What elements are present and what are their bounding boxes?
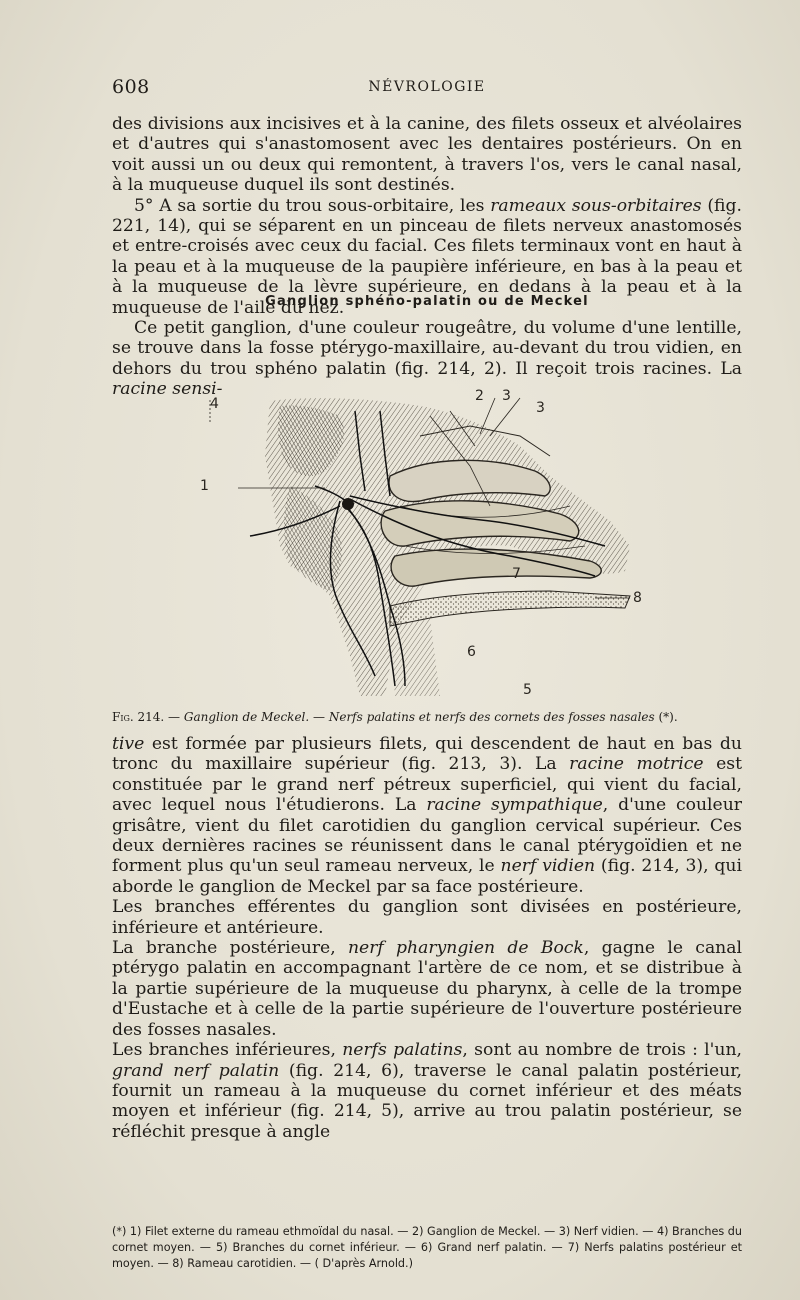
section-title: Ganglion sphéno-palatin ou de Meckel: [265, 294, 589, 309]
text-run: (fig. 221, 14), qui se séparent en un pinceau de filets nerveux anastomosés et entre-croisés avec ceux du facial. Ces filets terminaux vont en haut à la peau et à la muqueuse de la paupière inférieure, en bas à la peau et à la muqueuse de la lèvre supérieure, en dedans à la peau et à la muqueuse de l'aile du nez.: [112, 195, 742, 318]
text-run: (fig. 214, 3), qui aborde le ganglion de Meckel par sa face postérieure.: [112, 856, 742, 897]
caption-note-mark: (*).: [654, 710, 678, 724]
italic-term: racine sensi-: [112, 379, 223, 400]
italic-term: tive: [112, 734, 145, 754]
figure-label-7: 7: [512, 566, 521, 582]
paragraph: [112, 318, 742, 400]
italic-term: grand nerf palatin: [112, 1060, 280, 1081]
caption-title: Ganglion de Meckel.: [183, 710, 310, 724]
italic-term: nerf vidien: [500, 856, 596, 877]
text-block-top: [112, 114, 742, 318]
figure-label-8: 8: [633, 590, 642, 606]
italic-term: racine sympathique: [426, 795, 603, 816]
figure-label-4: 4: [210, 396, 219, 412]
illustration-drawing: [190, 396, 660, 698]
text-run: 5° A sa sortie du trou sous-orbitaire, les: [134, 195, 491, 216]
italic-term: nerf pharyngien de Bock: [347, 938, 584, 959]
figure-label-6: 6: [467, 644, 476, 660]
paragraph: des divisions aux incisives et à la canine, des filets osseux et alvéolaires et d'autres qui s'anastomosent avec les dentaires postérieurs. On en voit aussi un ou deux qui remontent, à travers l'os, vers le canal nasal, à la muqueuse duquel ils sont destinés.: [112, 114, 742, 196]
text-run: , sont au nombre de trois : l'un,: [462, 1040, 742, 1061]
caption-dash: —: [164, 710, 184, 724]
paragraph: Les branches efférentes du ganglion sont divisées en postérieure, inférieure et antérieure.: [112, 897, 742, 938]
figure-label-3: 3: [502, 388, 511, 404]
figure-label-1: 1: [200, 478, 209, 494]
text-run: est formée par plusieurs filets, qui descendent de haut en bas du tronc du maxillaire supérieur (fig. 213, 3). La: [112, 734, 742, 775]
paragraph: [112, 1040, 742, 1142]
caption-description: Nerfs palatins et nerfs des cornets des fosses nasales: [328, 710, 655, 724]
text-block-middle: [112, 318, 742, 400]
text-run: , gagne le canal ptérygo palatin en accompagnant l'artère de ce nom, et se distribue à la partie supérieure de la muqueuse du pharynx, à celle de la trompe d'Eustache et à celle de la partie supérieure de l'ouverture postérieure des fosses nasales.: [112, 938, 742, 1040]
italic-term: racine motrice: [569, 754, 704, 775]
figure-label-2: 2: [475, 388, 484, 404]
figure-label-5: 5: [523, 682, 532, 698]
figure-reference: Fig. 214.: [112, 710, 165, 724]
italic-term: nerfs palatins: [342, 1040, 463, 1061]
figure-label-b: 3: [536, 400, 545, 416]
text-run: , d'une couleur grisâtre, vient du filet carotidien du ganglion cervical supérieur. Ces deux dernières racines se réunissent dans le canal ptérygoïdien et ne forment plus qu'un seul rameau nerveux, le: [112, 795, 742, 877]
text-run: Les branches inférieures,: [112, 1040, 343, 1061]
text-run: (fig. 214, 6), traverse le canal palatin postérieur, fournit un rameau à la muqueuse du cornet inférieur et des méats moyen et inférieur (fig. 214, 5), arrive au trou palatin postérieur, se réfléchit presque à angle: [112, 1060, 742, 1142]
italic-term: rameaux sous-orbitaires: [490, 195, 702, 216]
page-header: [112, 76, 742, 100]
text-run: Ce petit ganglion, d'une couleur rougeâtre, du volume d'une lentille, se trouve dans la fosse ptérygo-maxillaire, au-devant du trou vidien, en dehors du trou sphéno palatin (fig. 214, 2). Il reçoit trois racines. La: [112, 318, 742, 379]
text-run: La branche postérieure,: [112, 938, 348, 959]
text-run: est constituée par le grand nerf pétreux superficiel, qui vient du facial, avec lequel nous l'étudierons. La: [112, 754, 742, 816]
anatomical-illustration: [190, 388, 660, 698]
figure-caption: [112, 710, 752, 724]
paragraph: [112, 734, 742, 897]
running-head: NÉVROLOGIE: [368, 79, 486, 95]
page-number: 608: [112, 76, 150, 98]
caption-dash: —: [309, 710, 329, 724]
paragraph: [112, 938, 742, 1040]
text-block-bottom: [112, 734, 742, 1142]
footnote: (*) 1) Filet externe du rameau ethmoïdal du nasal. — 2) Ganglion de Meckel. — 3) Nerf vidien. — 4) Branches du cornet moyen. — 5) Branches du cornet inférieur. — 6) Grand nerf palatin. — 7) Nerfs palatins postérieur et moyen. — 8) Rameau carotidien. — ( D'après Arnold.): [112, 1225, 742, 1270]
